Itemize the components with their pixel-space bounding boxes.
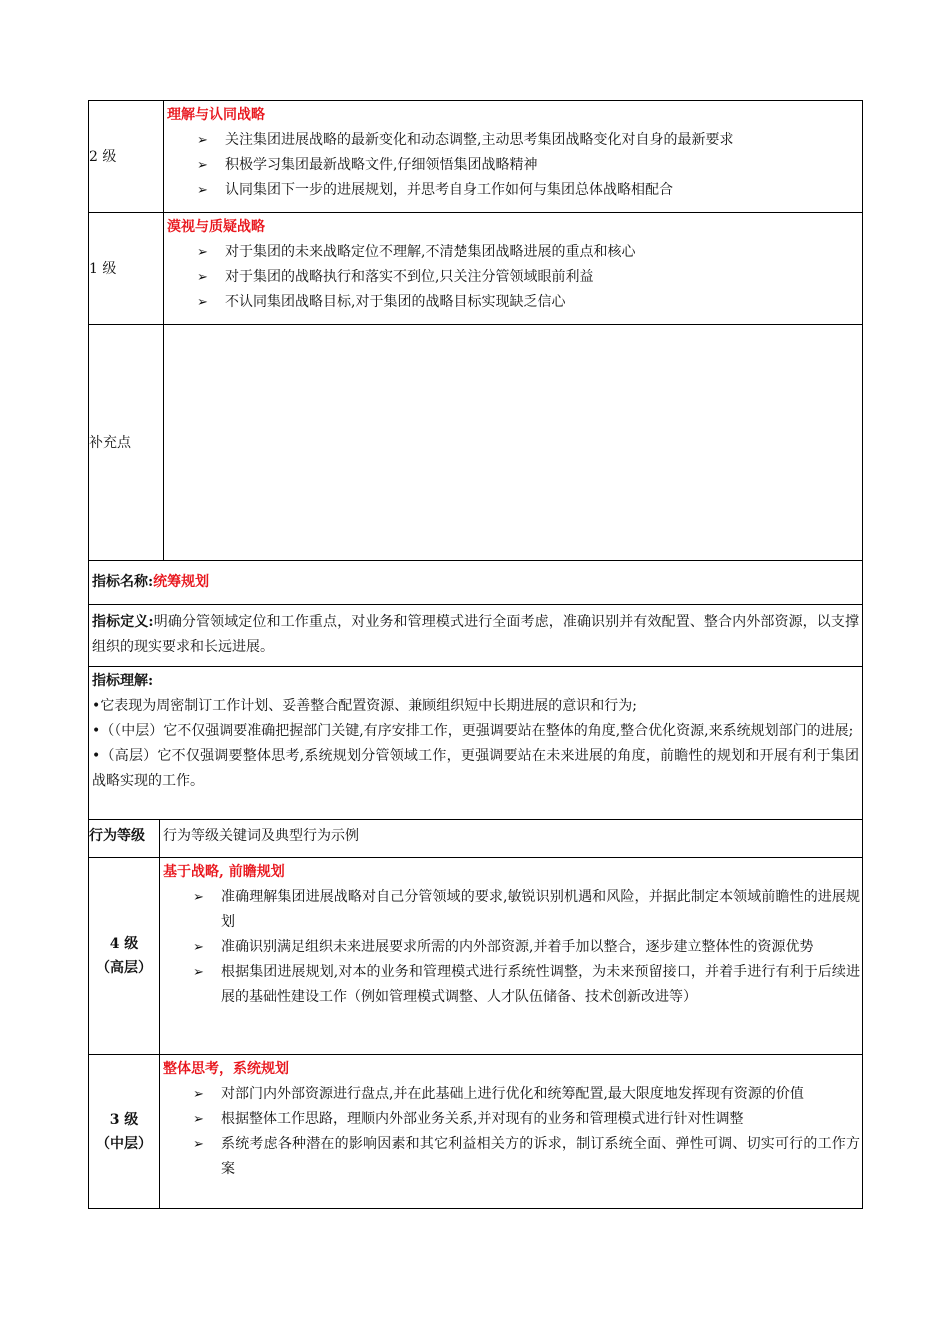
arrow-bullet-icon: ➢ bbox=[193, 890, 204, 905]
list-item: ➢ 对于集团的未来战略定位不理解,不清楚集团战略进展的重点和核心 bbox=[167, 240, 860, 265]
list-item: ➢ 准确理解集团进展战略对自己分管领域的要求,敏锐识别机遇和风险，并据此制定本领域前瞻性的进展规划 bbox=[163, 885, 860, 935]
arrow-bullet-icon: ➢ bbox=[193, 1112, 204, 1127]
level-label: 3 级 bbox=[109, 1111, 139, 1128]
arrow-bullet-icon: ➢ bbox=[197, 245, 208, 260]
list-item: ➢ 不认同集团战略目标,对于集团的战略目标实现缺乏信心 bbox=[167, 290, 860, 315]
indicator-name-label: 指标名称: bbox=[92, 574, 154, 590]
level-row-2 bbox=[88, 100, 863, 213]
arrow-bullet-icon: ➢ bbox=[193, 965, 204, 980]
list-item: ➢ 准确识别满足组织未来进展要求所需的内外部资源,并着手加以整合，逐步建立整体性的资源优势 bbox=[163, 935, 860, 960]
level-row-1 bbox=[88, 213, 863, 325]
level-heading: 整体思考，系统规划 bbox=[163, 1061, 289, 1077]
indicator-definition-row bbox=[88, 605, 863, 667]
level-content bbox=[161, 858, 862, 1014]
level-heading: 理解与认同战略 bbox=[167, 107, 265, 123]
level-sublabel: （中层） bbox=[96, 1135, 152, 1152]
supplement-row bbox=[88, 325, 863, 561]
arrow-bullet-icon: ➢ bbox=[193, 1087, 204, 1102]
level-content bbox=[165, 101, 862, 207]
indicator-understanding-row bbox=[88, 667, 863, 820]
arrow-bullet-icon: ➢ bbox=[197, 158, 208, 173]
arrow-bullet-icon: ➢ bbox=[197, 295, 208, 310]
behavior-level-label: 行为等级 bbox=[89, 820, 160, 857]
arrow-bullet-icon: ➢ bbox=[197, 133, 208, 148]
level-label-cell bbox=[89, 1055, 160, 1208]
understanding-item: •（高层）它不仅强调要整体思考,系统规划分管领域工作，更强调要站在未来进展的角度，前瞻性的规划和开展有利于集团战略实现的工作。 bbox=[92, 748, 859, 789]
list-item: ➢ 积极学习集团最新战略文件,仔细领悟集团战略精神 bbox=[167, 153, 860, 178]
level-label-cell bbox=[89, 101, 164, 212]
arrow-bullet-icon: ➢ bbox=[197, 183, 208, 198]
level-row-4 bbox=[88, 858, 863, 1055]
indicator-name-row bbox=[88, 561, 863, 605]
indicator-understanding-label: 指标理解: bbox=[92, 673, 154, 689]
arrow-bullet-icon: ➢ bbox=[193, 940, 204, 955]
list-item: ➢ 关注集团进展战略的最新变化和动态调整,主动思考集团战略变化对自身的最新要求 bbox=[167, 128, 860, 153]
behavior-level-description: 行为等级关键词及典型行为示例 bbox=[163, 828, 359, 844]
understanding-item: •它表现为周密制订工作计划、妥善整合配置资源、兼顾组织短中长期进展的意识和行为; bbox=[92, 698, 637, 714]
indicator-definition-text: 明确分管领域定位和工作重点，对业务和管理模式进行全面考虑，准确识别并有效配置、整合内外部资源，以支撑组织的现实要求和长远进展。 bbox=[92, 614, 860, 655]
behavior-header-row bbox=[88, 820, 863, 858]
level-heading: 漠视与质疑战略 bbox=[167, 219, 265, 235]
list-item: ➢ 认同集团下一步的进展规划，并思考自身工作如何与集团总体战略相配合 bbox=[167, 178, 860, 203]
list-item: ➢ 根据整体工作思路，理顺内外部业务关系,并对现有的业务和管理模式进行针对性调整 bbox=[163, 1107, 860, 1132]
indicator-name-value: 统筹规划 bbox=[153, 574, 210, 590]
understanding-item: •（（中层）它不仅强调要准确把握部门关键,有序安排工作，更强调要站在整体的角度,整合优化资源,来系统规划部门的进展; bbox=[92, 723, 854, 739]
arrow-bullet-icon: ➢ bbox=[197, 270, 208, 285]
supplement-label-cell bbox=[89, 325, 164, 560]
level-row-3 bbox=[88, 1055, 863, 1209]
level-sublabel: （高层） bbox=[96, 960, 152, 976]
level-label-cell bbox=[89, 213, 164, 324]
level-content bbox=[165, 213, 862, 319]
level-content bbox=[161, 1055, 862, 1186]
list-item: ➢ 对部门内外部资源进行盘点,并在此基础上进行优化和统筹配置,最大限度地发挥现有资源的价值 bbox=[163, 1082, 860, 1107]
list-item: ➢ 根据集团进展规划,对本的业务和管理模式进行系统性调整，为未来预留接口，并着手进行有利于后续进展的基础性建设工作（例如管理模式调整、人才队伍储备、技术创新改进等） bbox=[163, 960, 860, 1010]
list-item: ➢ 系统考虑各种潜在的影响因素和其它利益相关方的诉求，制订系统全面、弹性可调、切实可行的工作方案 bbox=[163, 1132, 860, 1182]
level-label: 1 级 bbox=[89, 260, 117, 277]
competency-table bbox=[88, 100, 863, 1209]
level-label-cell bbox=[89, 858, 160, 1054]
list-item: ➢ 对于集团的战略执行和落实不到位,只关注分管领域眼前利益 bbox=[167, 265, 860, 290]
arrow-bullet-icon: ➢ bbox=[193, 1137, 204, 1152]
level-heading: 基于战略, 前瞻规划 bbox=[163, 864, 285, 880]
level-label: 2 级 bbox=[89, 148, 117, 165]
indicator-definition-label: 指标定义: bbox=[92, 614, 154, 630]
supplement-label: 补充点 bbox=[89, 434, 131, 451]
level-label: 4 级 bbox=[109, 936, 139, 952]
